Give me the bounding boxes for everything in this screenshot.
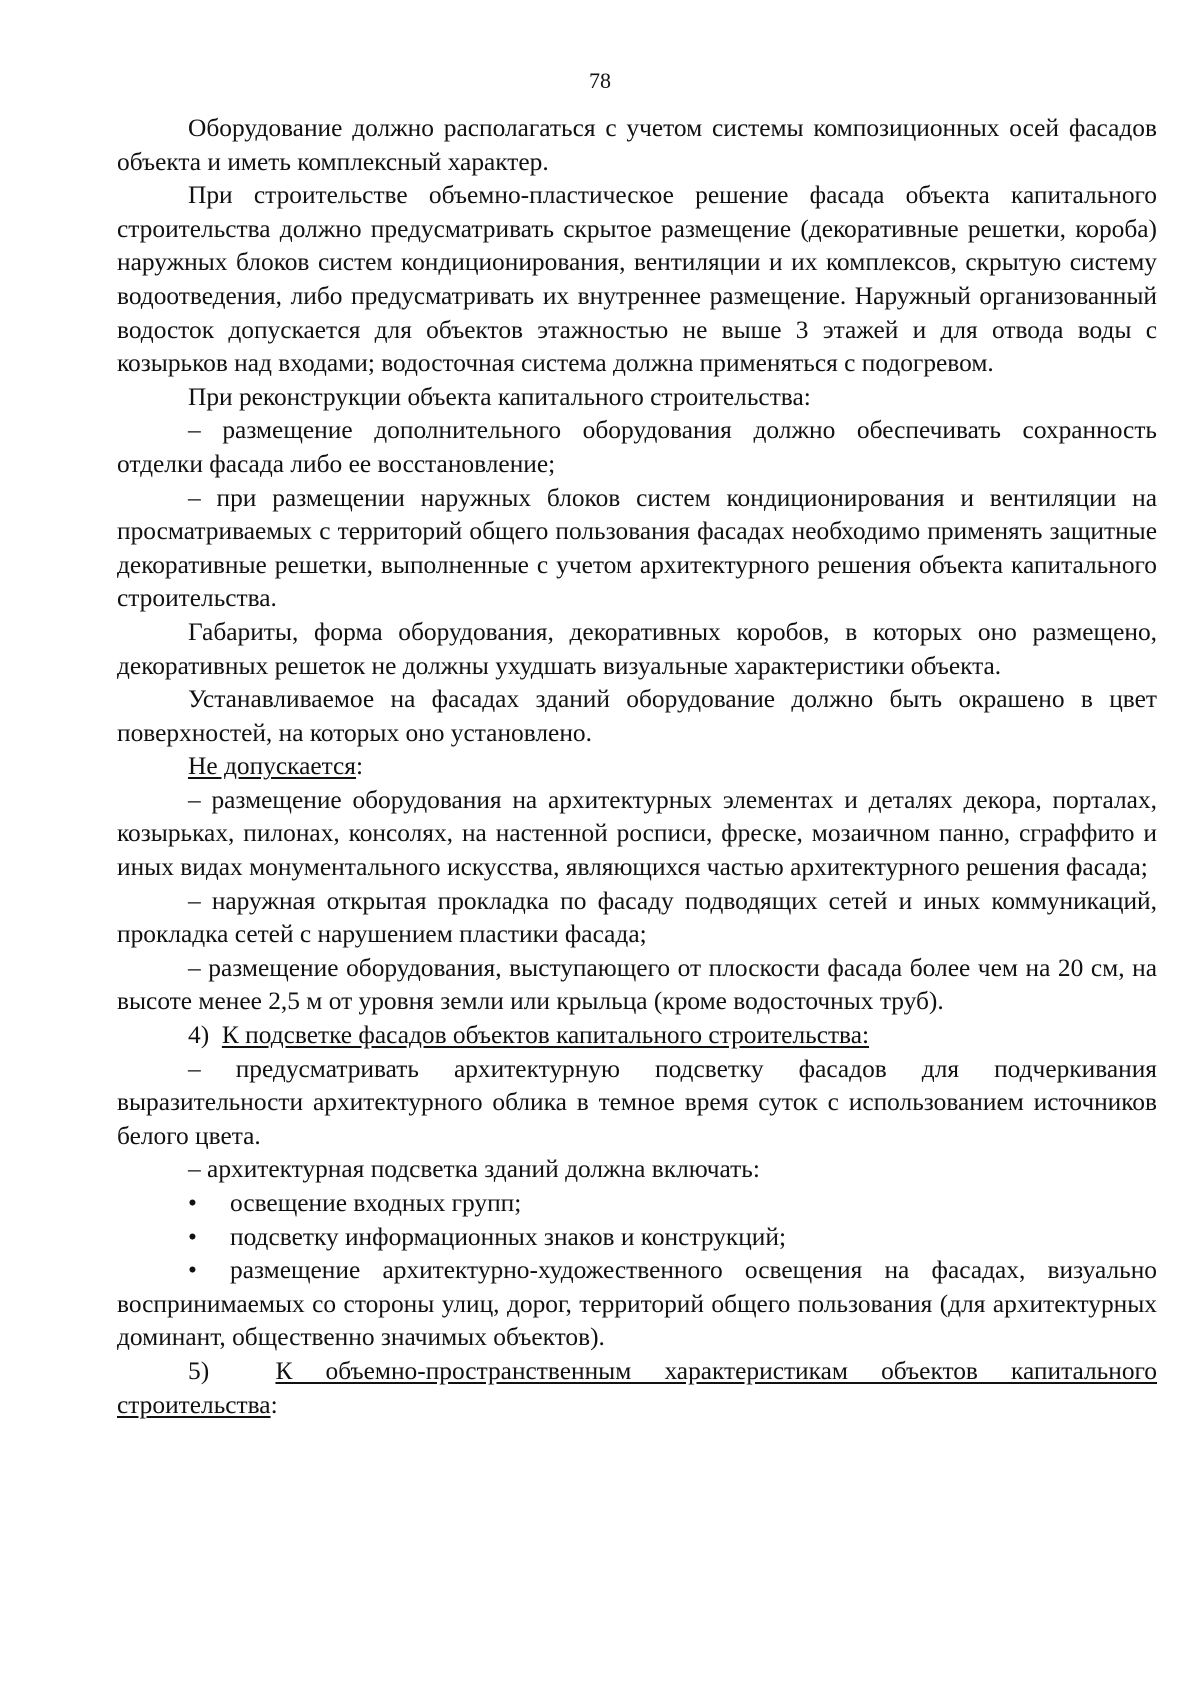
- section-title-volume: К объемно-пространственным характеристикам объектов капитального строительства: [117, 1356, 1157, 1419]
- bullet-icon: •: [188, 1189, 197, 1217]
- not-allowed-colon: :: [355, 752, 364, 781]
- section-title-lighting: К подсветке фасадов объектов капитального строительства:: [221, 1021, 870, 1050]
- section-title-colon: :: [270, 1390, 278, 1419]
- page-body: [117, 112, 1157, 1422]
- page-number: 78: [589, 68, 611, 93]
- paragraph-prohibited-decor: – размещение оборудования на архитектурных элементах и деталях декора, порталах, козырьках, пилонах, консолях, на настенной росписи, фреске, мозаичном панно, сграффито и иных видах монументального искусства, являющихся частью архитектурного решения фасада;: [117, 785, 1157, 882]
- bullet-icon: •: [188, 1256, 197, 1285]
- paragraph-construction-facade: При строительстве объемно-пластическое решение фасада объекта капитального строительства должно предусматривать скрытое размещение (декоративные решетки, короба) наружных блоков систем кондиционирования, вентиляции и их комплексов, скрытую систему водоотведения, либо предусматривать их внутреннее размещение. Наружный организованный водосток допускается для объектов этажностью не выше 3 этажей и для отвода воды с козырьков над входами; водосточная система должна применяться с подогревом.: [117, 181, 1157, 378]
- section-heading-lighting: [117, 1019, 1157, 1053]
- list-item-text: размещение архитектурно-художественного освещения на фасадах, визуально воспринимаемых со стороны улиц, дорог, территорий общего пользования (для архитектурных доминант, общественно значимых объектов).: [117, 1256, 1157, 1352]
- section-number-5: 5): [188, 1356, 210, 1385]
- section-number-4: 4): [188, 1021, 210, 1050]
- not-allowed-heading: [117, 750, 1157, 784]
- paragraph-prohibited-protrusion: – размещение оборудования, выступающего от плоскости фасада более чем на 20 см, на высоте менее 2,5 м от уровня земли или крыльца (кроме водосточных труб).: [117, 953, 1157, 1016]
- paragraph-architectural-lighting: – предусматривать архитектурную подсветку фасадов для подчеркивания выразительности архитектурного облика в темное время суток с использованием источников белого цвета.: [117, 1054, 1157, 1150]
- paragraph-prohibited-networks: – наружная открытая прокладка по фасаду подводящих сетей и иных коммуникаций, прокладка сетей с нарушением пластики фасада;: [117, 886, 1157, 949]
- paragraph-additional-equipment: – размещение дополнительного оборудования должно обеспечивать сохранность отделки фасада либо ее восстановление;: [117, 416, 1157, 478]
- list-item: [117, 1254, 1157, 1355]
- paragraph-reconstruction-intro: При реконструкции объекта капитального строительства:: [188, 382, 811, 411]
- paragraph-color: Устанавливаемое на фасадах зданий оборудование должно быть окрашено в цвет поверхностей, на которых оно установлено.: [117, 685, 1157, 747]
- list-item-text: освещение входных групп;: [230, 1189, 522, 1217]
- bullet-icon: •: [188, 1222, 197, 1251]
- paragraph-lighting-includes: – архитектурная подсветка зданий должна включать:: [188, 1155, 760, 1184]
- list-item-text: подсветку информационных знаков и конструкций;: [230, 1222, 787, 1251]
- list-item: [117, 1221, 1157, 1255]
- list-item: [117, 1187, 1157, 1221]
- paragraph-dimensions: Габариты, форма оборудования, декоративных коробов, в которых оно размещено, декоративных решеток не должны ухудшать визуальные характеристики объекта.: [117, 617, 1157, 680]
- paragraph-equipment-composition: Оборудование должно располагаться с учетом системы композиционных осей фасадов объекта и иметь комплексный характер.: [117, 114, 1157, 176]
- not-allowed-label: Не допускается: [188, 752, 356, 781]
- paragraph-outdoor-units: – при размещении наружных блоков систем кондиционирования и вентиляции на просматриваемых с территорий общего пользования фасадах необходимо применять защитные декоративные решетки, выполненные с учетом архитектурного решения объекта капитального строительства.: [117, 483, 1157, 613]
- section-heading-volume: [117, 1355, 1157, 1422]
